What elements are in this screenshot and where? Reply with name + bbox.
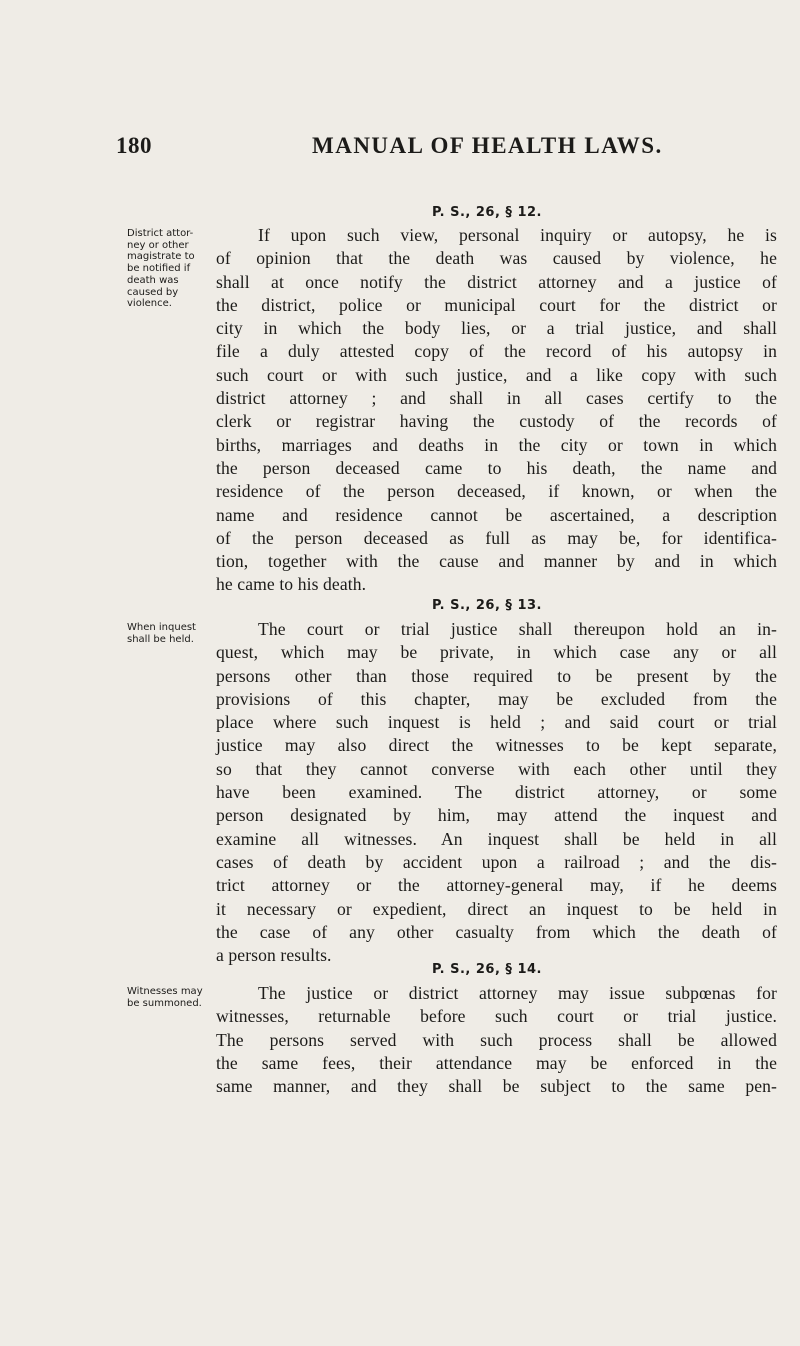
margin-note-14: Witnesses may be summoned. [127,986,203,1009]
text-line: a person results. [216,945,332,966]
text-line: of the person deceased as full as may be, for identifica- [216,527,777,548]
text-line: residence of the person deceased, if known, or when the [216,481,777,502]
running-head: MANUAL OF HEALTH LAWS. [312,133,663,158]
text-line: file a duly attested copy of the record of his autopsy in [216,341,777,362]
margin-note-13: When inquest shall be held. [127,622,196,645]
text-line: district attorney ; and shall in all cases certify to the [216,388,777,409]
text-line: same manner, and they shall be subject to the same pen- [216,1076,777,1097]
text-line: have been examined. The district attorney, or some [216,782,777,803]
text-line: examine all witnesses. An inquest shall be held in all [216,828,777,849]
text-line: the case of any other casualty from which the death of [216,921,777,942]
text-line: name and residence cannot be ascertained, a description [216,504,777,525]
text-line: so that they cannot converse with each other until they [216,758,777,779]
text-line: shall at once notify the district attorney and a justice of [216,271,777,292]
text-line: The court or trial justice shall thereupon hold an in- [258,619,777,639]
text-line: such court or with such justice, and a like copy with such [216,364,777,385]
text-line: the person deceased came to his death, the name and [216,457,777,478]
text-line: it necessary or expedient, direct an inquest to be held in [216,898,777,919]
page-number: 180 [116,133,152,158]
text-line: provisions of this chapter, may be excluded from the [216,688,777,709]
text-line: quest, which may be private, in which case any or all [216,642,777,663]
text-line: The justice or district attorney may issue subpœnas for [258,983,777,1003]
section-ref-13: P. S., 26, § 13. [432,598,542,613]
text-line: clerk or registrar having the custody of the records of [216,411,777,432]
text-line: place where such inquest is held ; and said court or trial [216,712,777,733]
text-line: witnesses, returnable before such court or trial justice. [216,1006,777,1027]
text-line: of opinion that the death was caused by violence, he [216,248,777,269]
text-line: persons other than those required to be present by the [216,665,777,686]
section-13-text [216,618,777,967]
text-line: The persons served with such process shall be allowed [216,1029,777,1050]
section-12-text [216,224,777,597]
text-line: he came to his death. [216,574,367,595]
text-line: births, marriages and deaths in the city or town in which [216,434,777,455]
text-line: cases of death by accident upon a railroad ; and the dis- [216,851,777,872]
margin-note-12: District attor- ney or other magistrate to be notified if death was caused by violence. [127,228,195,310]
section-ref-14: P. S., 26, § 14. [432,962,542,977]
text-line: city in which the body lies, or a trial justice, and shall [216,318,777,339]
text-line: the same fees, their attendance may be enforced in the [216,1052,777,1073]
section-ref-12: P. S., 26, § 12. [432,205,542,220]
text-line: the district, police or municipal court for the district or [216,294,777,315]
text-line: trict attorney or the attorney-general may, if he deems [216,875,777,896]
section-14-text [216,982,777,1098]
text-line: tion, together with the cause and manner by and in which [216,551,777,572]
text-line: person designated by him, may attend the inquest and [216,805,777,826]
text-line: If upon such view, personal inquiry or autopsy, he is [258,225,777,245]
text-line: justice may also direct the witnesses to be kept separate, [216,735,777,756]
